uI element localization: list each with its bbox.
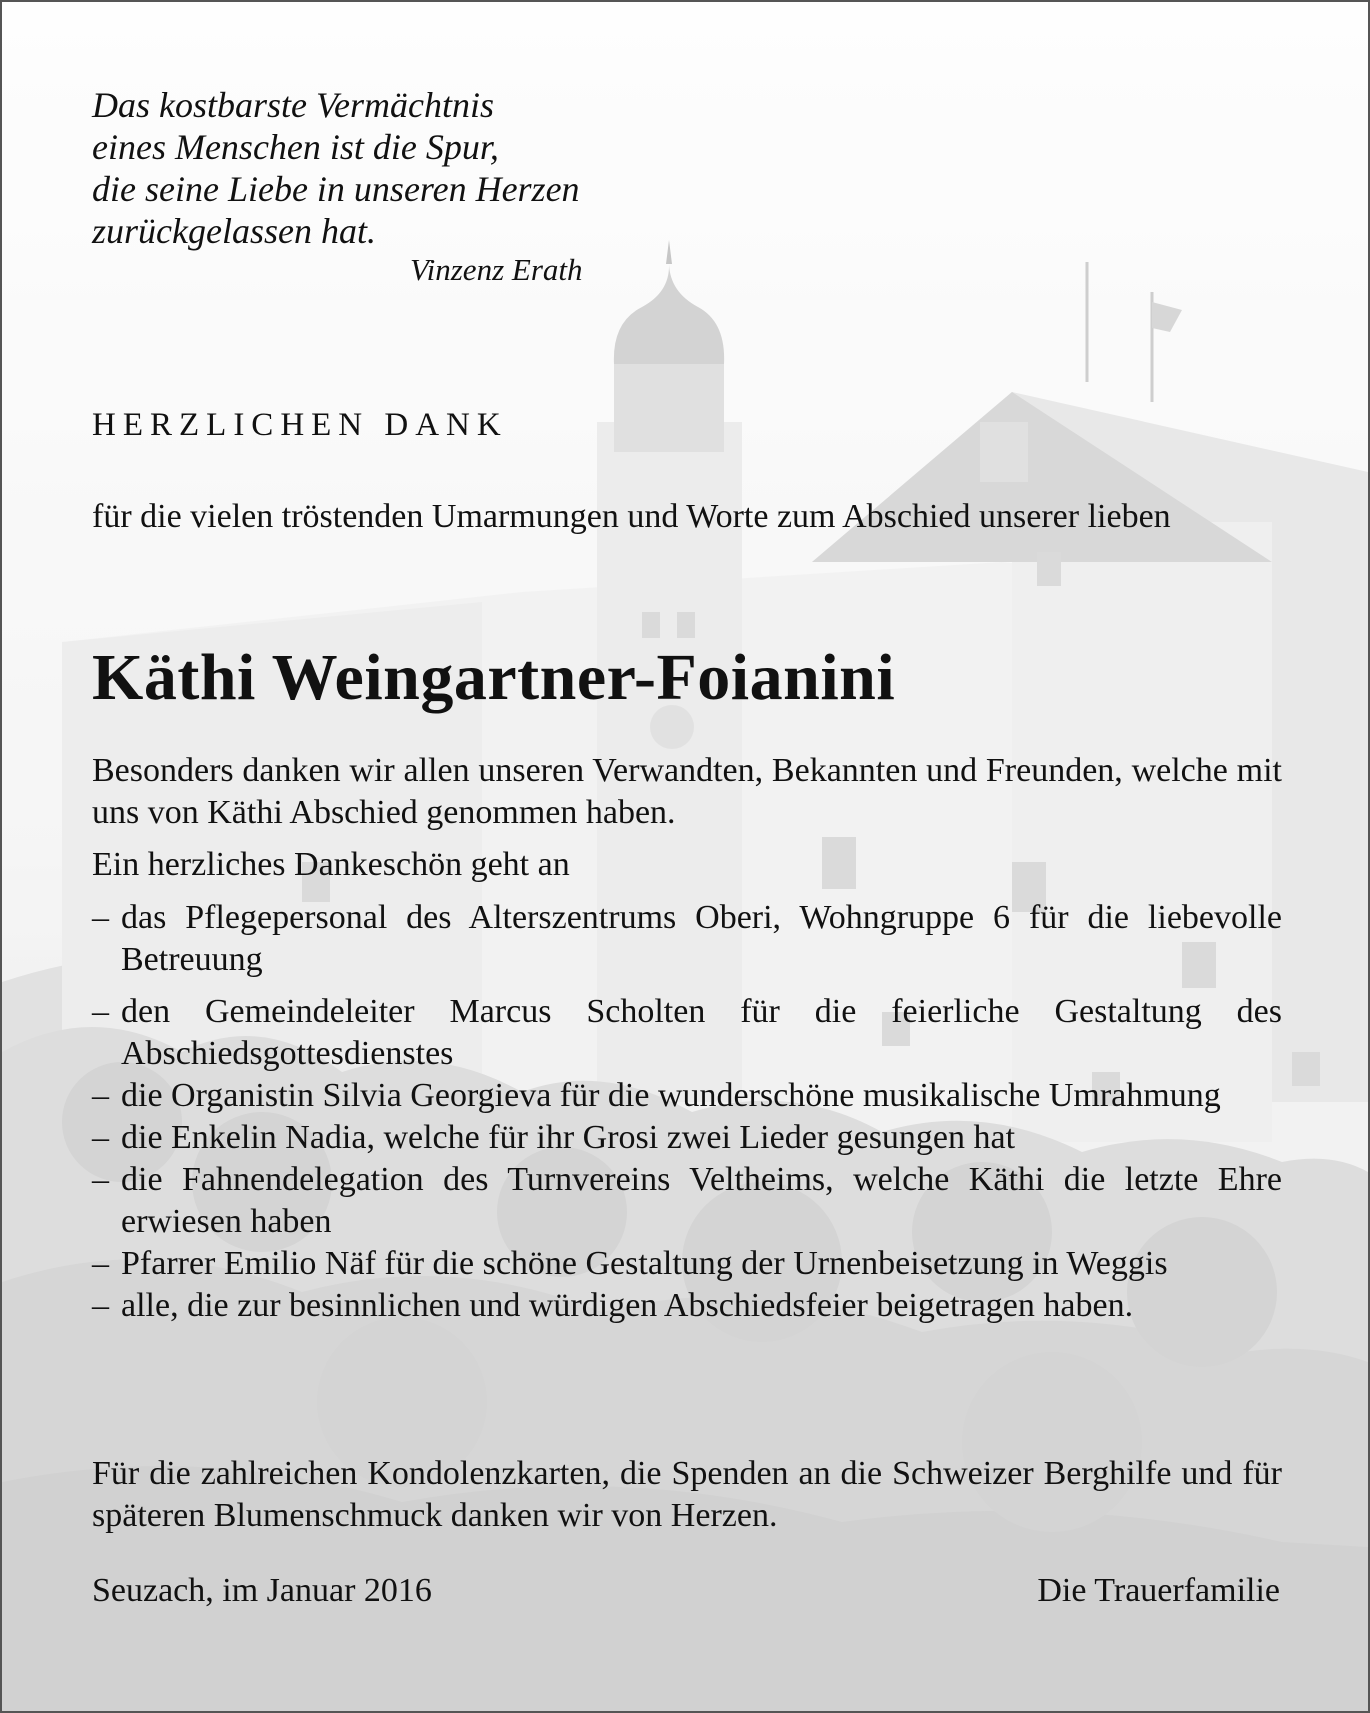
thanks-lead: Ein herzliches Dankeschön geht an [92,846,570,883]
list-item: – Pfarrer Emilio Näf für die schöne Gestaltung der Urnenbeisetzung in Weggis [92,1245,1168,1282]
list-item: – die Fahnendelegation des Turnvereins Veltheims, welche Käthi die letzte Ehre erwiesen haben [92,1161,1282,1240]
list-item: – die Organistin Silvia Georgieva für die wunderschöne musikalische Umrahmung [92,1077,1221,1114]
quote-line: Das kostbarste Vermächtnis [92,85,494,125]
heading-thanks: HERZLICHEN DANK [92,407,508,443]
deceased-name: Käthi Weingartner-Foianini [92,641,896,714]
place-date: Seuzach, im Januar 2016 [92,1572,432,1609]
list-item: – den Gemeindeleiter Marcus Scholten für die feierliche Gestaltung des Abschiedsgottesdienstes [92,993,1282,1072]
intro-text: für die vielen tröstenden Umarmungen und Worte zum Abschied unserer lieben [92,498,1171,535]
list-item-text: alle, die zur besinnlichen und würdigen Abschiedsfeier beigetragen haben. [121,1287,1134,1324]
quote-line: eines Menschen ist die Spur, [92,127,499,167]
thanks-list [92,897,1282,1327]
list-item-text: die Fahnendelegation des Turnvereins Veltheims, welche Käthi die letzte Ehre erwiesen haben [121,1161,1282,1240]
list-item-text: die Enkelin Nadia, welche für ihr Grosi zwei Lieder gesungen hat [121,1119,1016,1156]
thanks-paragraph: Besonders danken wir allen unseren Verwandten, Bekannten und Freunden, welche mit uns von Käthi Abschied genommen haben. [92,752,1282,831]
list-item-text: die Organistin Silvia Georgieva für die wunderschöne musikalische Umrahmung [121,1077,1221,1114]
quote-line: zurückgelassen hat. [92,211,376,251]
list-item-text: das Pflegepersonal des Alterszentrums Oberi, Wohngruppe 6 für die liebevolle Betreuung [121,899,1282,978]
list-item: – das Pflegepersonal des Alterszentrums Oberi, Wohngruppe 6 für die liebevolle Betreuung [92,899,1282,978]
memorial-quote [92,84,792,252]
list-item-text: den Gemeindeleiter Marcus Scholten für die feierliche Gestaltung des Abschiedsgottesdienstes [121,993,1282,1072]
quote-author: Vinzenz Erath [410,252,583,287]
list-item: – die Enkelin Nadia, welche für ihr Grosi zwei Lieder gesungen hat [92,1119,1016,1156]
signature: Die Trauerfamilie [1037,1572,1280,1609]
list-item-text: Pfarrer Emilio Näf für die schöne Gestaltung der Urnenbeisetzung in Weggis [121,1245,1168,1282]
list-item: – alle, die zur besinnlichen und würdigen Abschiedsfeier beigetragen haben. [92,1287,1134,1324]
closing-text: Für die zahlreichen Kondolenzkarten, die Spenden an die Schweizer Berghilfe und für späteren Blumenschmuck danken wir von Herzen. [92,1455,1282,1534]
quote-line: die seine Liebe in unseren Herzen [92,169,580,209]
